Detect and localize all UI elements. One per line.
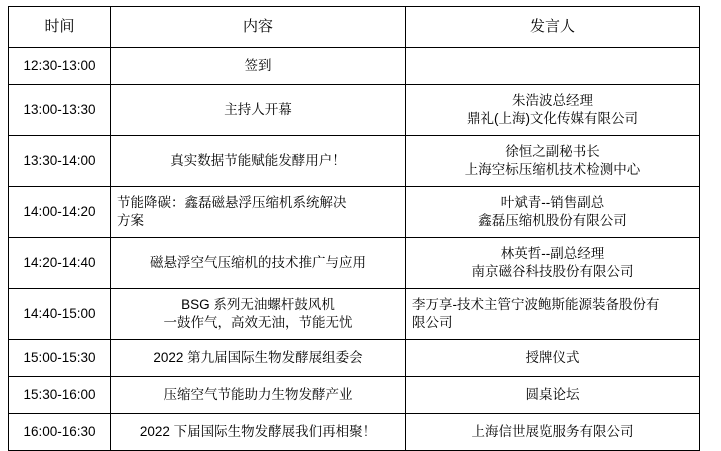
- table-row: [9, 377, 700, 414]
- cell-content-line: 主持人开幕: [224, 101, 292, 117]
- cell-speaker-line: 朱浩波总经理: [512, 92, 593, 108]
- cell-speaker: [406, 85, 700, 136]
- cell-time: 14:20-14:40: [9, 238, 111, 289]
- table-row: [9, 289, 700, 340]
- column-header-content: 内容: [111, 7, 406, 48]
- cell-speaker: [406, 289, 700, 340]
- agenda-table: [8, 6, 700, 451]
- cell-speaker-line: 鑫磊压缩机股份有限公司: [478, 213, 627, 228]
- table-header-row: [9, 7, 700, 48]
- cell-content: [111, 238, 406, 289]
- cell-content-line: 真实数据节能赋能发酵用户！: [170, 152, 346, 168]
- cell-content: [111, 377, 406, 414]
- table-body: [9, 48, 700, 451]
- cell-content: [111, 340, 406, 377]
- cell-speaker-line: 限公司: [412, 315, 453, 330]
- cell-time: 14:00-14:20: [9, 187, 111, 238]
- table-row: [9, 48, 700, 85]
- cell-content: [111, 136, 406, 187]
- cell-speaker-line: 南京磁谷科技股份有限公司: [471, 264, 634, 279]
- table-row: [9, 340, 700, 377]
- cell-content: [111, 48, 406, 85]
- cell-content-line: 一鼓作气，高效无油，节能无忧: [163, 315, 353, 330]
- cell-speaker: [406, 340, 700, 377]
- cell-content-line: BSG 系列无油螺杆鼓风机: [181, 296, 335, 312]
- cell-speaker-line: 李万享-技术主管宁波鲍斯能源装备股份有: [412, 296, 660, 312]
- cell-content: [111, 414, 406, 451]
- agenda-sheet: [0, 6, 721, 439]
- table-header: [9, 7, 700, 48]
- cell-speaker: [406, 187, 700, 238]
- cell-content-line: 2022 下届国际生物发酵展我们再相聚！: [139, 423, 377, 439]
- cell-speaker: [406, 238, 700, 289]
- cell-content: [111, 289, 406, 340]
- cell-time: 13:00-13:30: [9, 85, 111, 136]
- cell-time: 16:00-16:30: [9, 414, 111, 451]
- cell-speaker: [406, 377, 700, 414]
- cell-speaker-line: 徐恒之副秘书长: [505, 143, 600, 159]
- cell-speaker: [406, 48, 700, 85]
- cell-speaker-line: 上海空标压缩机技术检测中心: [464, 162, 641, 177]
- cell-speaker-line: 林英哲--副总经理: [500, 245, 605, 261]
- cell-speaker-line: 鼎礼(上海)文化传媒有限公司: [467, 111, 638, 126]
- table-row: [9, 414, 700, 451]
- column-header-time: 时间: [9, 7, 111, 48]
- cell-time: 15:00-15:30: [9, 340, 111, 377]
- cell-speaker: [406, 136, 700, 187]
- cell-speaker-line: 圆桌论坛: [525, 386, 580, 402]
- cell-speaker-line: 上海信世展览服务有限公司: [471, 423, 634, 439]
- table-row: [9, 238, 700, 289]
- cell-time: 13:30-14:00: [9, 136, 111, 187]
- cell-speaker-line: 授牌仪式: [525, 349, 580, 365]
- table-row: [9, 136, 700, 187]
- cell-content: [111, 187, 406, 238]
- cell-content-line: 方案: [117, 213, 144, 228]
- cell-content: [111, 85, 406, 136]
- cell-time: 14:40-15:00: [9, 289, 111, 340]
- cell-time: 15:30-16:00: [9, 377, 111, 414]
- cell-speaker: [406, 414, 700, 451]
- table-row: [9, 85, 700, 136]
- column-header-speaker: 发言人: [406, 7, 700, 48]
- cell-speaker-line: 叶斌青--销售副总: [500, 194, 605, 210]
- cell-content-line: 2022 第九届国际生物发酵展组委会: [153, 349, 363, 365]
- cell-time: 12:30-13:00: [9, 48, 111, 85]
- table-row: [9, 187, 700, 238]
- cell-content-line: 签到: [244, 57, 272, 73]
- cell-content-line: 节能降碳：鑫磊磁悬浮压缩机系统解决: [117, 194, 347, 210]
- cell-content-line: 磁悬浮空气压缩机的技术推广与应用: [150, 254, 366, 270]
- cell-content-line: 压缩空气节能助力生物发酵产业: [163, 386, 353, 402]
